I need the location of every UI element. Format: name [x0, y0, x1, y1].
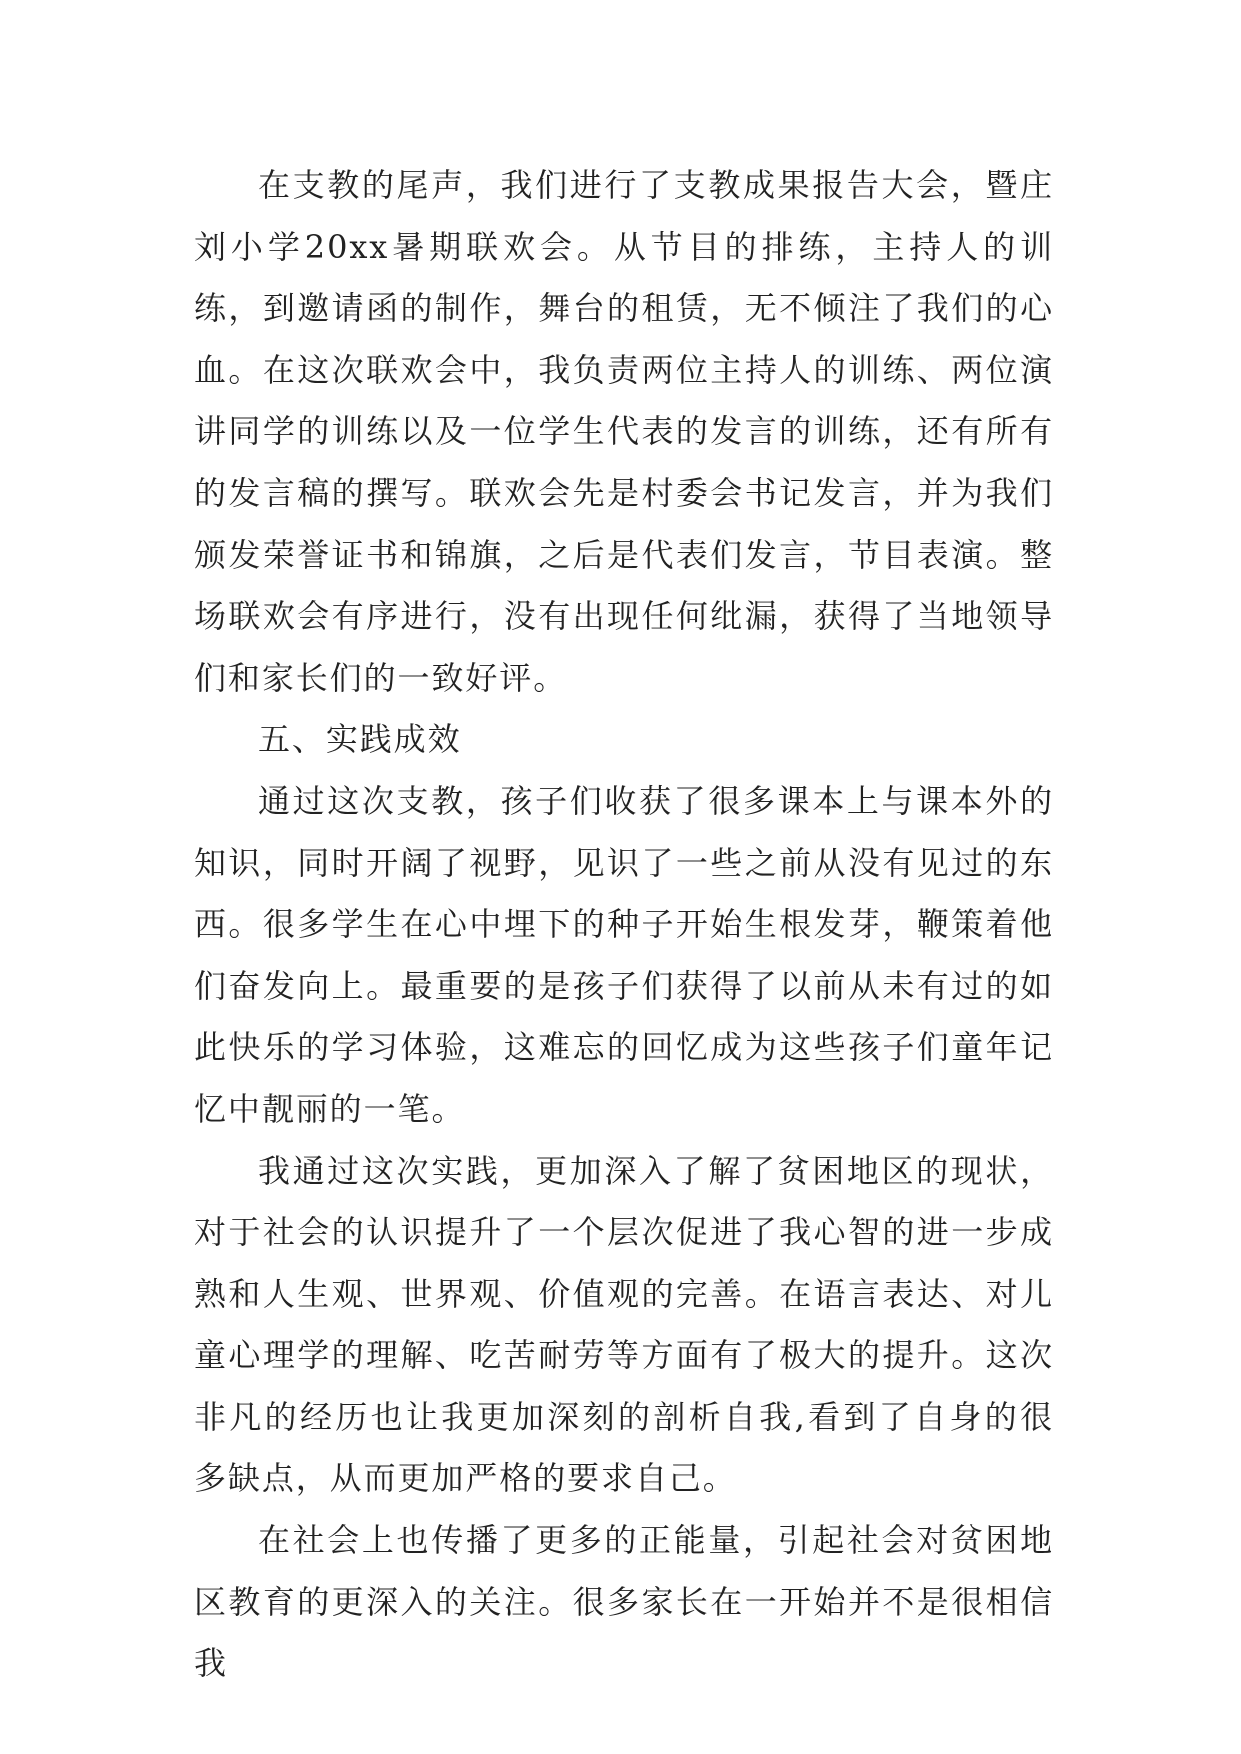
paragraph-closing-ceremony: 在支教的尾声，我们进行了支教成果报告大会，暨庄刘小学20xx暑期联欢会。从节目的排练，主持人的训练，到邀请函的制作，舞台的租赁，无不倾注了我们的心血。在这次联欢会中，我负责两位主持人的训练、两位演讲同学的训练以及一位学生代表的发言的训练，还有所有的发言稿的撰写。联欢会先是村委会书记发言，并为我们颁发荣誉证书和锦旗，之后是代表们发言，节目表演。整场联欢会有序进行，没有出现任何纰漏，获得了当地领导们和家长们的一致好评。: [194, 166, 1054, 697]
paragraph-personal-growth: 我通过这次实践，更加深入了解了贫困地区的现状，对于社会的认识提升了一个层次促进了我心智的进一步成熟和人生观、世界观、价值观的完善。在语言表达、对儿童心理学的理解、吃苦耐劳等方面有了极大的提升。这次非凡的经历也让我更加深刻的剖析自我,看到了自身的很多缺点，从而更加严格的要求自己。: [194, 1151, 1054, 1498]
paragraph-social-impact: 在社会上也传播了更多的正能量，引起社会对贫困地区教育的更深入的关注。很多家长在一开始并不是很相信我: [194, 1521, 1054, 1683]
section-heading-practice-results: 五、实践成效: [258, 720, 462, 759]
paragraph-children-gains: 通过这次支教，孩子们收获了很多课本上与课本外的知识，同时开阔了视野，见识了一些之前从没有见过的东西。很多学生在心中埋下的种子开始生根发芽，鞭策着他们奋发向上。最重要的是孩子们获得了以前从未有过的如此快乐的学习体验，这难忘的回忆成为这些孩子们童年记忆中靓丽的一笔。: [194, 781, 1054, 1128]
document-body: [194, 155, 1054, 1695]
